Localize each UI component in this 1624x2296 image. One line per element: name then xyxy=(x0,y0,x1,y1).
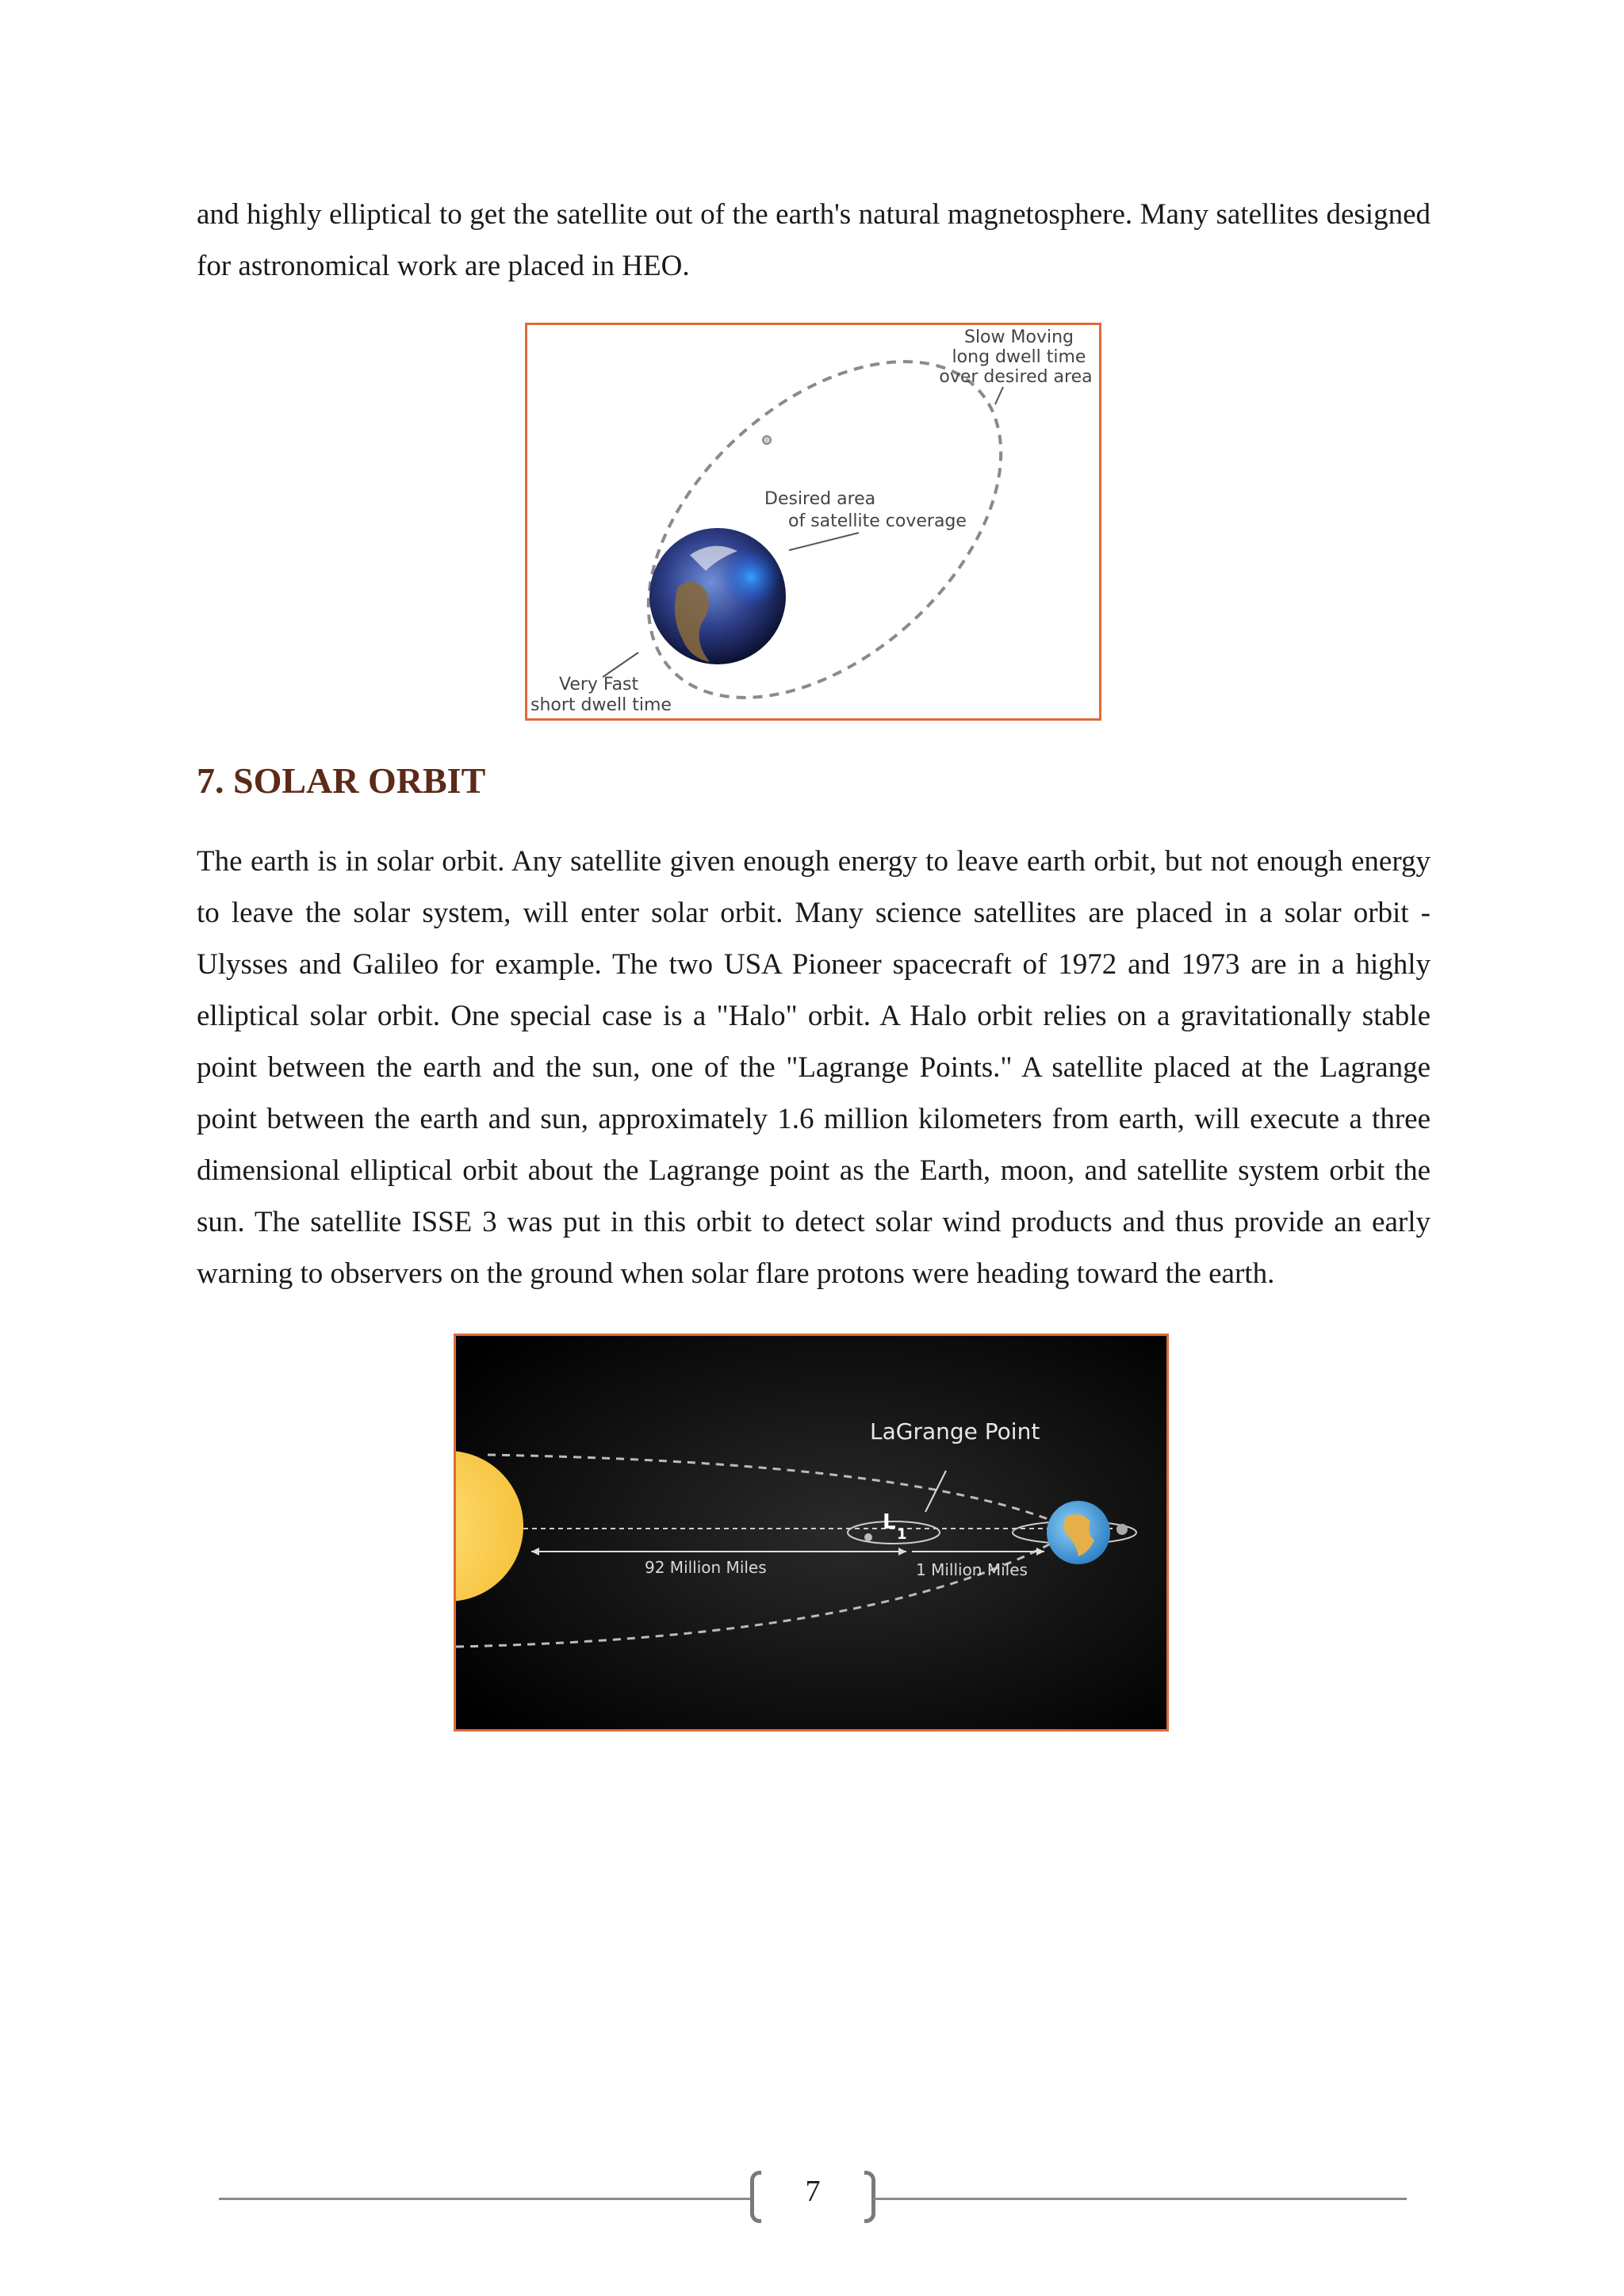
label-slow-2: long dwell time xyxy=(952,347,1086,367)
label-lagrange: LaGrange Point xyxy=(870,1418,1040,1445)
paragraph-solar-orbit: The earth is in solar orbit. Any satellite given enough energy to leave earth orbit, but not enough energy to leave the solar system, will enter solar orbit. Many science satellites are placed in a solar orbit - Ulysses and Galileo for example. The two USA Pioneer spacecraft of 1972 and 1973 are in a highly elliptical solar orbit. One special case is a "Halo" orbit. A Halo orbit relies on a gravitationally stable point between the earth and the sun, one of the "Lagrange Points." A satellite placed at the Lagrange point between the earth and sun, approximately 1.6 million kilometers from earth, will execute a three dimensional elliptical orbit about the Lagrange point as the Earth, moon, and satellite system orbit the sun. The satellite ISSE 3 was put in this orbit to detect solar wind products and thus provide an early warning to observers on the ground when solar flare protons were heading toward the earth. xyxy=(197,845,1431,1290)
heo-orbit-figure xyxy=(525,323,1101,721)
heo-orbit-diagram xyxy=(527,325,1099,718)
page-number: 7 xyxy=(805,2175,821,2208)
footer-bracket-left xyxy=(750,2171,761,2223)
label-fast-2: short dwell time xyxy=(530,695,672,715)
pointer-desired xyxy=(789,533,859,550)
label-fast-1: Very Fast xyxy=(559,675,639,695)
paragraph-heo: and highly elliptical to get the satellite out of the earth's natural magnetosphere. Many satellites designed for astronomical work are placed in HEO. xyxy=(197,198,1431,282)
footer-rule-left xyxy=(219,2198,752,2200)
label-desired-1: Desired area xyxy=(764,489,876,509)
earth-globe-2 xyxy=(1047,1501,1110,1564)
label-slow-1: Slow Moving xyxy=(963,327,1074,347)
satellite-marker xyxy=(763,436,771,444)
lagrange-point-diagram xyxy=(456,1336,1166,1729)
lagrange-point-figure xyxy=(454,1334,1169,1732)
label-desired-2: of satellite coverage xyxy=(788,511,967,531)
label-1-million-miles: 1 Million Miles xyxy=(916,1560,1028,1579)
pointer-slow xyxy=(995,387,1003,404)
pointer-fast xyxy=(603,652,638,677)
halo-satellite xyxy=(864,1533,872,1541)
footer-bracket-right xyxy=(864,2171,875,2223)
footer-rule-right xyxy=(874,2198,1407,2200)
moon xyxy=(1116,1524,1128,1535)
label-l1-sub: 1 xyxy=(897,1526,907,1543)
section-heading-solar-orbit: 7. SOLAR ORBIT xyxy=(197,760,486,801)
label-92-million-miles: 92 Million Miles xyxy=(645,1558,767,1577)
earth-globe xyxy=(649,528,786,664)
label-l1: L xyxy=(883,1510,896,1534)
label-slow-3: over desired area xyxy=(939,367,1093,387)
